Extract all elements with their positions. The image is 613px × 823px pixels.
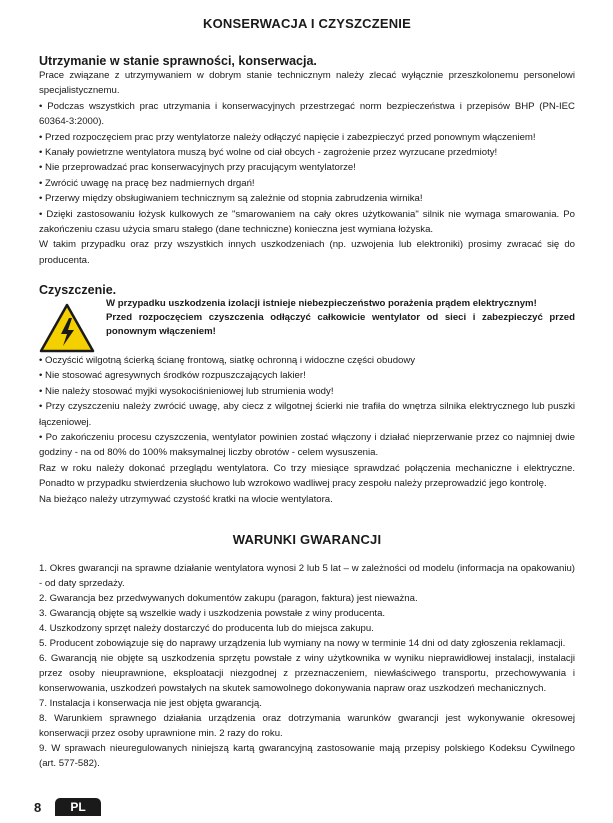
cleaning-paragraph: • Po zakończeniu procesu czyszczenia, wentylator powinien zostać włączony i działać nieprzerwanie przez co najmniej dwie godziny - na od 80% do 100% maksymalnej liczby obrotów - celem wysuszenia. (39, 432, 575, 459)
maintenance-heading: Utrzymanie w stanie sprawności, konserwacja. (39, 54, 317, 68)
maintenance-paragraph: W takim przypadku oraz przy wszystkich innych uszkodzeniach (np. uzwojenia lub elektroniki) prosimy zwracać się do producenta. (39, 239, 575, 266)
maintenance-paragraph: Prace związane z utrzymywaniem w dobrym stanie technicznym należy zlecać wyłącznie przeszkolonemu personelowi specjalistycznemu. (39, 70, 575, 97)
cleaning-paragraph: Na bieżąco należy utrzymywać czystość kratki na wlocie wentylatora. (39, 493, 333, 505)
cleaning-heading: Czyszczenie. (39, 283, 117, 297)
cleaning-section (39, 283, 575, 507)
warranty-item: 7. Instalacja i konserwacja nie jest objęta gwarancją. (39, 698, 262, 709)
warranty-item: 2. Gwarancja bez przedwywanych dokumentów zakupu (paragon, faktura) jest nieważna. (39, 593, 418, 604)
maintenance-paragraph: • Przed rozpoczęciem prac przy wentylatorze należy odłączyć napięcie i zabezpieczyć przed ponownym włączeniem! (39, 131, 536, 143)
warranty-item: 9. W sprawach nieuregulowanych niniejszą kartą gwarancyjną zastosowanie mają przepisy polskiego Kodeksu Cywilnego (art. 577-582). (39, 743, 575, 769)
main-title: KONSERWACJA I CZYSZCZENIE (203, 16, 411, 31)
warranty-item: 8. Warunkiem sprawnego działania urządzenia oraz dotrzymania warunków gwarancji jest wykonywanie okresowej konserwacji przez osoby uprawnione min. 2 razy do roku. (39, 713, 575, 739)
warranty-title: WARUNKI GWARANCJI (232, 532, 382, 547)
warranty-item: 6. Gwarancją nie objęte są uszkodzenia sprzętu powstałe z winy użytkownika w wyniku nieprawidłowej instalacji, instalacji przez osoby nieuprawnione, eksploatacji niezgodnej z przeznaczeniem, niewłaściwego transportu, przechowywania i konserwowania, uszkodzeń powstałych na skutek samowolnego dokonywania napraw oraz uszkodzeń mechanicznych. (39, 653, 575, 694)
warning-text (106, 297, 575, 339)
warranty-item: 4. Uszkodzony sprzęt należy dostarczyć do producenta lub do miejsca zakupu. (39, 623, 374, 634)
maintenance-paragraph: • Podczas wszystkich prac utrzymania i konserwacyjnych przestrzegać norm bezpieczeństwa i przepisów BHP (PN-IEC 60364-3:2000). (39, 100, 575, 128)
maintenance-paragraph: • Zwrócić uwagę na pracę bez nadmiernych drgań! (39, 177, 255, 189)
warranty-item: 3. Gwarancją objęte są wszelkie wady i uszkodzenia powstałe z winy producenta. (39, 608, 386, 619)
warning-line: Przed rozpoczęciem czyszczenia odłączyć całkowicie wentylator od sieci i zabezpieczyć przed ponownym włączeniem! (106, 312, 575, 337)
high-voltage-warning-icon (39, 303, 95, 353)
maintenance-paragraph: • Nie przeprowadzać prac konserwacyjnych przy pracującym wentylatorze! (39, 162, 356, 174)
language-tab: PL (55, 798, 101, 816)
cleaning-paragraph: • Nie stosować agresywnych środków rozpuszczających lakier! (39, 370, 306, 382)
maintenance-paragraph: • Kanały powietrzne wentylatora muszą być wolne od ciał obcych - zagrożenie przez wyrzucane przedmioty! (39, 147, 498, 159)
cleaning-paragraph: • Nie należy stosować myjki wysokociśnieniowej lub strumienia wody! (39, 385, 334, 397)
warranty-item: 5. Producent zobowiązuje się do naprawy urządzenia lub wymiany na nowy w terminie 14 dni od daty zgłoszenia reklamacji. (39, 638, 566, 649)
cleaning-paragraph: • Przy czyszczeniu należy zwrócić uwagę, aby ciecz z wilgotnej ścierki nie trafiła do wnętrza silnika elektrycznego lub puszki łączeniowej. (39, 401, 575, 428)
warning-block (39, 297, 575, 353)
cleaning-paragraph: • Oczyścić wilgotną ścierką ścianę frontową, siatkę ochronną i widoczne części obudowy (39, 355, 416, 366)
page-number: 8 (34, 800, 42, 815)
warranty-section (39, 561, 575, 771)
warranty-item: 1. Okres gwarancji na sprawne działanie wentylatora wynosi 2 lub 5 lat – w zależności od modelu (informacja na opakowaniu) - od daty sprzedaży. (39, 563, 575, 589)
maintenance-section (39, 54, 575, 268)
cleaning-paragraph: Raz w roku należy dokonać przeglądu wentylatora. Co trzy miesiące sprawdzać połączenia mechaniczne i elektryczne. Ponadto w przypadku stwierdzenia słuchowo lub wzrokowo wadliwej pracy zespołu należy przeprowadzić jego kontrolę. (39, 462, 575, 490)
maintenance-paragraph: • Przerwy między obsługiwaniem technicznym są zależnie od stopnia zabrudzenia wirnika! (39, 193, 423, 205)
warning-line: W przypadku uszkodzenia izolacji istnieje niebezpieczeństwo porażenia prądem elektrycznym! (106, 298, 537, 309)
maintenance-paragraph: • Dzięki zastosowaniu łożysk kulkowych ze "smarowaniem na cały okres użytkowania" silnik nie wymaga smarowania. Po zakończeniu czasu użycia smaru stałego (dane techniczne) konieczna jest wymiana łożyska. (39, 208, 575, 236)
